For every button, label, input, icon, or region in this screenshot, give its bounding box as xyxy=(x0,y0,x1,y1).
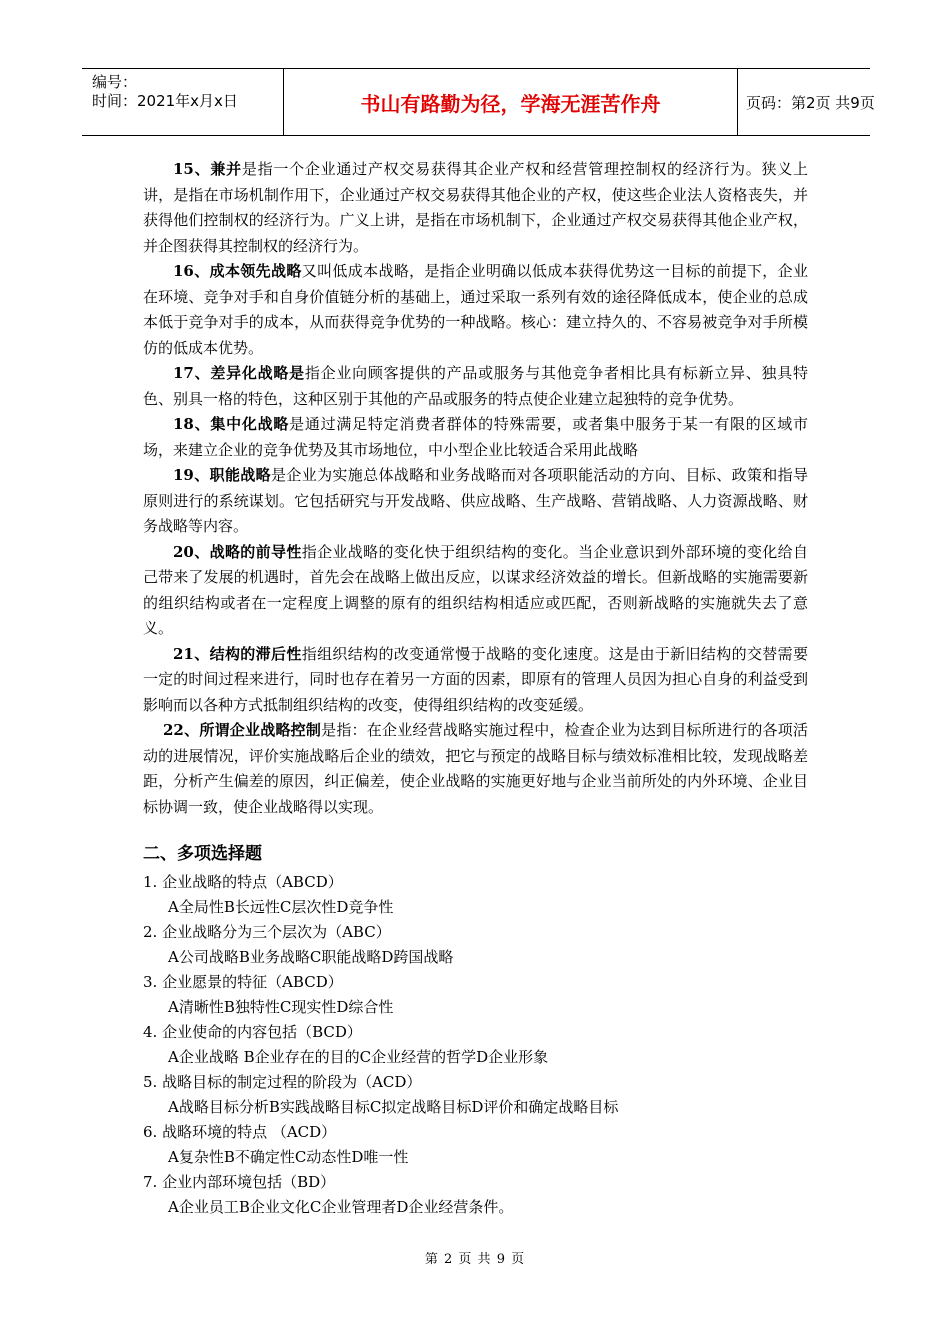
definition-term: 差异化战略是 xyxy=(210,364,305,382)
question-stem: 5. 战略目标的制定过程的阶段为（ACD） xyxy=(143,1073,422,1091)
definition-term: 成本领先战略 xyxy=(209,262,302,280)
definition-paragraph: 20、战略的前导性指企业战略的变化快于组织结构的变化。当企业意识到外部环境的变化给自己带来了发展的机遇时，首先会在战略上做出反应，以谋求经济效益的增长。但新战略的实施需要新的组织结构或者在一定程度上调整的原有的组织结构相适应或匹配，否则新战略的实施就失去了意义。 xyxy=(143,542,808,637)
question-stem: 7. 企业内部环境包括（BD） xyxy=(143,1173,336,1191)
header-table xyxy=(82,68,875,136)
definition-paragraph: 17、差异化战略是指企业向顾客提供的产品或服务与其他竞争者相比具有标新立异、独具特色、别具一格的特色，这种区别于其他的产品或服务的特点使企业建立起独特的竞争优势。 xyxy=(143,364,808,408)
question-options: A公司战略B业务战略C职能战略D跨国战略 xyxy=(168,948,454,966)
definition-paragraph: 18、集中化战略是通过满足特定消费者群体的特殊需要，或者集中服务于某一有限的区域市场，来建立企业的竞争优势及其市场地位，中小型企业比较适合采用此战略 xyxy=(143,415,808,459)
definition-term: 结构的滞后性 xyxy=(209,644,302,663)
question-stem: 1. 企业战略的特点（ABCD） xyxy=(143,873,343,891)
question-stem: 3. 企业愿景的特征（ABCD） xyxy=(143,973,343,991)
definition-list xyxy=(143,157,808,820)
question-options: A战略目标分析B实践战略目标C拟定战略目标D评价和确定战略目标 xyxy=(168,1098,619,1116)
definition-paragraph: 22、所谓企业战略控制是指：在企业经营战略实施过程中，检查企业为达到目标所进行的各项活动的进展情况，评价实施战略后企业的绩效，把它与预定的战略目标与绩效标准相比较，发现战略差距，分析产生偏差的原因，纠正偏差，使企业战略的实施更好地与企业当前所处的内外环境、企业目标协调一致，使企业战略得以实现。 xyxy=(143,721,808,816)
definition-term: 集中化战略 xyxy=(210,415,290,433)
question-options: A企业战略 B企业存在的目的C企业经营的哲学D企业形象 xyxy=(168,1048,549,1066)
code-label: 编号： xyxy=(92,73,138,91)
definition-term: 所谓企业战略控制 xyxy=(199,721,322,739)
question-stem: 2. 企业战略分为三个层次为（ABC） xyxy=(143,923,391,941)
time-label: 时间：2021年x月x日 xyxy=(92,92,238,110)
definition-paragraph: 19、职能战略是企业为实施总体战略和业务战略而对各项职能活动的方向、目标、政策和指导原则进行的系统谋划。它包括研究与开发战略、供应战略、生产战略、营销战略、人力资源战略、财务战略等内容。 xyxy=(143,466,808,535)
header-page-label: 页码：第2页 共9页 xyxy=(746,93,875,112)
question-list xyxy=(143,870,808,1220)
header-meta-cell xyxy=(82,69,284,135)
definition-paragraph: 16、成本领先战略又叫低成本战略，是指企业明确以低成本获得优势这一目标的前提下，企业在环境、竞争对手和自身价值链分析的基础上，通过采取一系列有效的途径降低成本，使企业的总成本低于竞争对手的成本，从而获得竞争优势的一种战略。核心：建立持久的、不容易被竞争对手所模仿的低成本优势。 xyxy=(143,262,808,357)
definition-term: 职能战略 xyxy=(209,466,272,484)
page-footer: 第 2 页 共 9 页 xyxy=(424,1252,526,1267)
definition-term: 兼并 xyxy=(210,160,242,178)
section-title: 二、多项选择题 xyxy=(143,844,262,864)
question-stem: 4. 企业使命的内容包括（BCD） xyxy=(143,1023,362,1041)
question-options: A清晰性B独特性C现实性D综合性 xyxy=(168,998,394,1016)
question-options: A企业员工B企业文化C企业管理者D企业经营条件。 xyxy=(168,1198,514,1216)
definition-paragraph: 21、结构的滞后性指组织结构的改变通常慢于战略的变化速度。这是由于新旧结构的交替需要一定的时间过程来进行，同时也存在着另一方面的因素，即原有的管理人员因为担心自身的利益受到影响而以各种方式抵制组织结构的改变，使得组织结构的改变延缓。 xyxy=(143,644,808,714)
definition-paragraph: 15、兼并是指一个企业通过产权交易获得其企业产权和经营管理控制权的经济行为。狭义上讲，是指在市场机制作用下，企业通过产权交易获得其他企业的产权，使这些企业法人资格丧失，并获得他们控制权的经济行为。广义上讲，是指在市场机制下，企业通过产权交易获得其他企业产权，并企图获得其控制权的经济行为。 xyxy=(143,160,808,255)
document-body xyxy=(143,157,808,1220)
question-stem: 6. 战略环境的特点 （ACD） xyxy=(143,1123,337,1141)
question-options: A复杂性B不确定性C动态性D唯一性 xyxy=(168,1148,409,1166)
header-motto: 书山有路勤为径，学海无涯苦作舟 xyxy=(284,69,738,135)
question-options: A全局性B长远性C层次性D竞争性 xyxy=(168,898,394,916)
definition-term: 战略的前导性 xyxy=(209,542,302,561)
